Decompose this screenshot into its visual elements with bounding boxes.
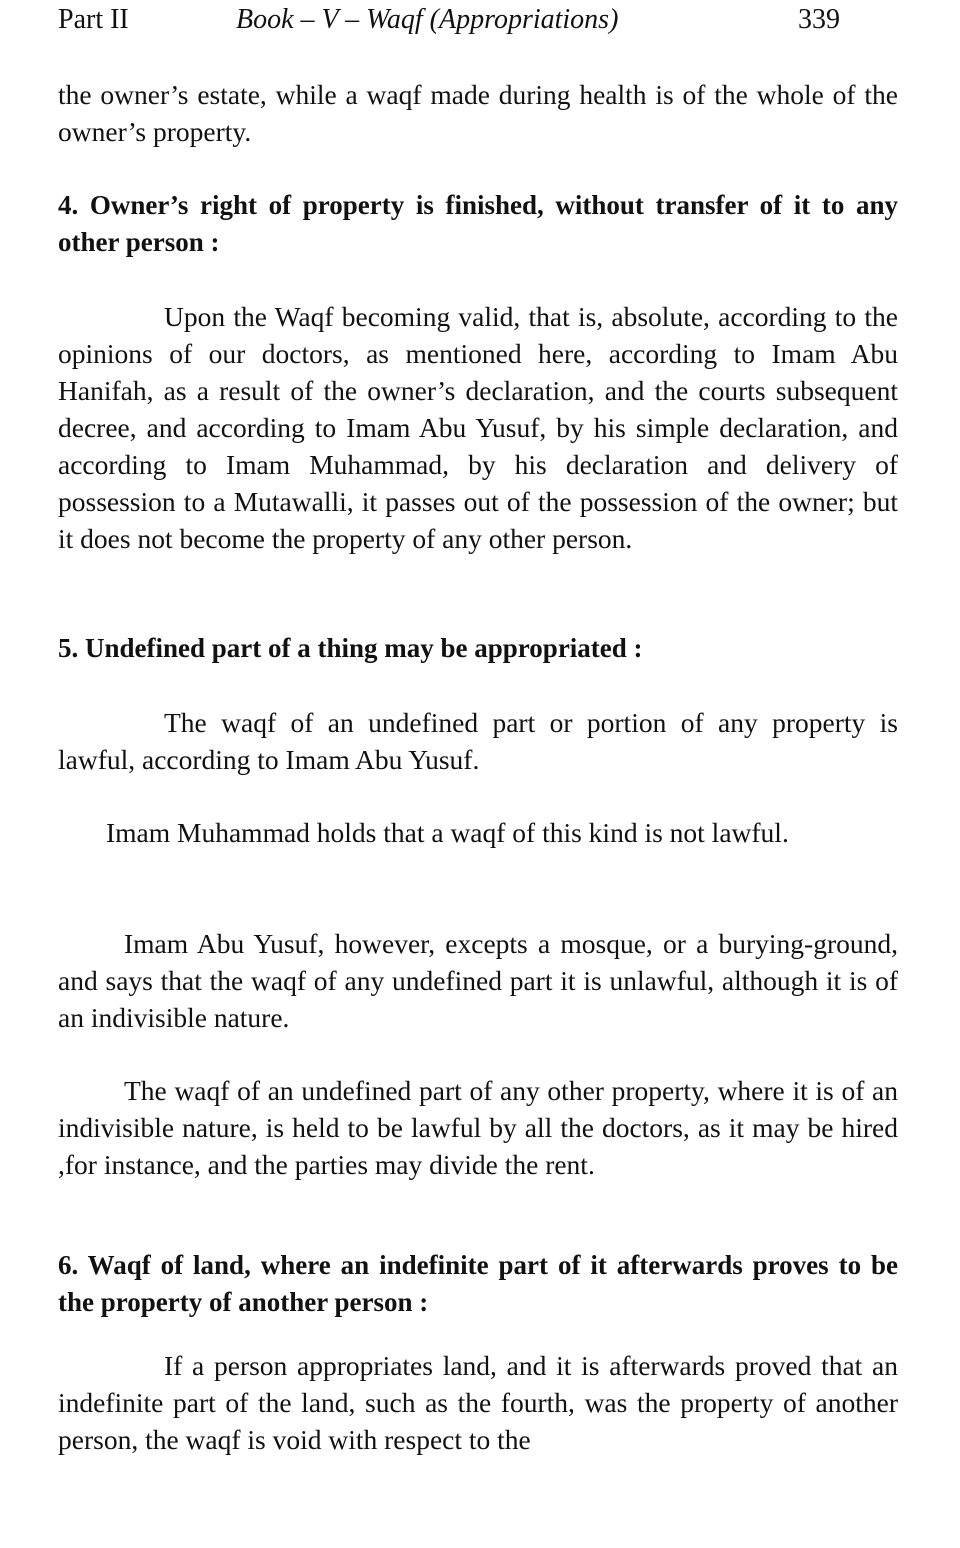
section-heading-5: 5. Undefined part of a thing may be appropriated : bbox=[58, 633, 643, 663]
paragraph-section-6: If a person appropriates land, and it is afterwards proved that an indefinite part of the land, such as the fourth, was the property of another person, the waqf is void with respect to the bbox=[58, 1350, 898, 1455]
paragraph-5d: The waqf of an undefined part of any other property, where it is of an indivisible nature, is held to be lawful by all the doctors, as it may be hired ,for instance, and the parties may divide the rent. bbox=[58, 1075, 898, 1180]
paragraph-intro: the owner’s estate, while a waqf made during health is of the whole of the owner’s property. bbox=[58, 79, 898, 147]
paragraph-5c: Imam Abu Yusuf, however, excepts a mosque, or a burying-ground, and says that the waqf of any undefined part it is unlawful, although it is of an indivisible nature. bbox=[58, 928, 898, 1033]
section-heading-4: 4. Owner’s right of property is finished, without transfer of it to any other person : bbox=[58, 190, 898, 257]
paragraph-section-4: Upon the Waqf becoming valid, that is, absolute, according to the opinions of our doctors, as mentioned here, according to Imam Abu Hanifah, as a result of the owner’s declaration, and the courts subsequent decree, and according to Imam Abu Yusuf, by his simple declaration, and according to Imam Muhammad, by his declaration and delivery of possession to a Mutawalli, it passes out of the possession of the owner; but it does not become the property of any other person. bbox=[58, 301, 898, 554]
part-label: Part II bbox=[58, 4, 129, 35]
paragraph-5b: Imam Muhammad holds that a waqf of this kind is not lawful. bbox=[106, 817, 789, 848]
running-header bbox=[58, 4, 912, 44]
section-heading-6: 6. Waqf of land, where an indefinite part of it afterwards proves to be the property of another person : bbox=[58, 1250, 898, 1317]
book-title: Book – V – Waqf (Appropriations) bbox=[236, 4, 619, 35]
paragraph-5a: The waqf of an undefined part or portion of any property is lawful, according to Imam Abu Yusuf. bbox=[58, 707, 898, 775]
page-number: 339 bbox=[798, 4, 840, 35]
